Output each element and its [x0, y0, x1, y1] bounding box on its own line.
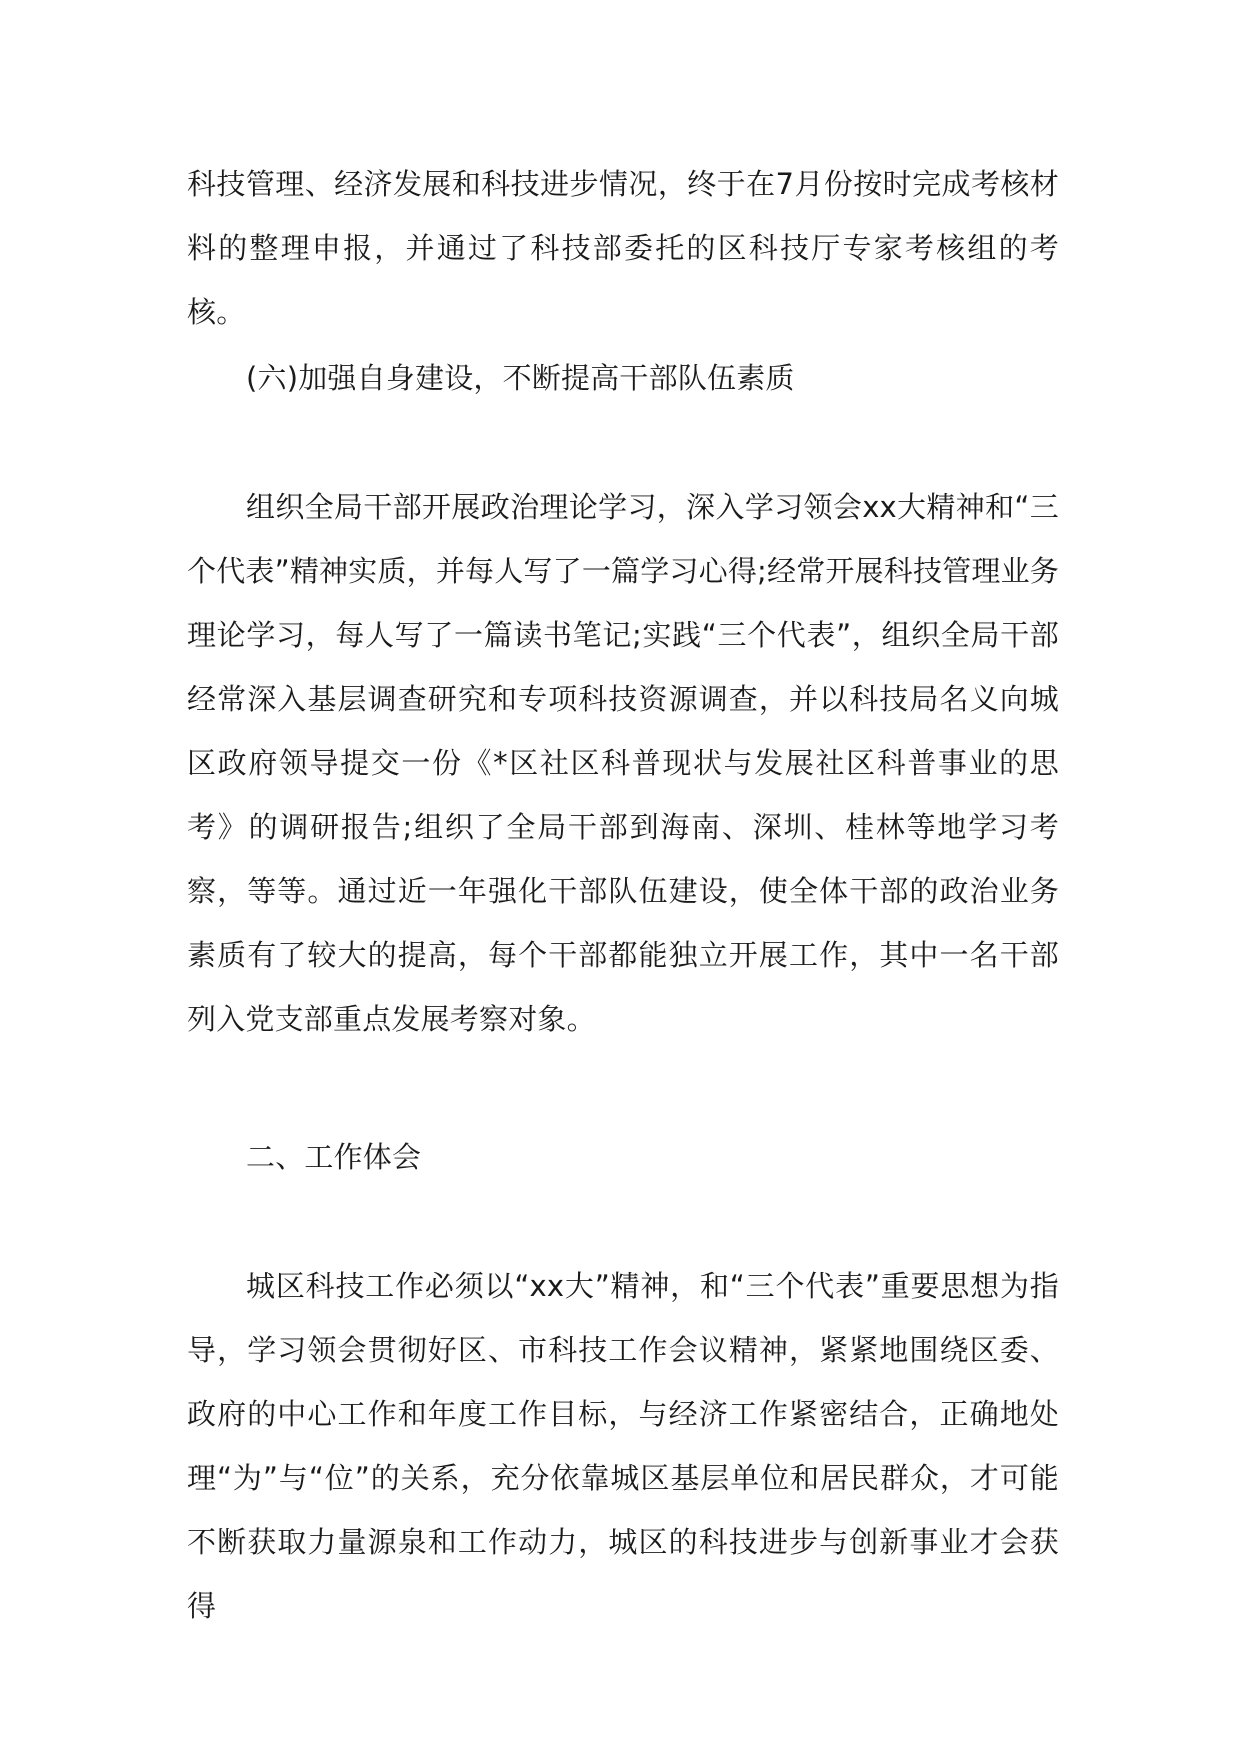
section-heading-six: (六)加强自身建设，不断提高干部队伍素质 [246, 361, 795, 395]
paragraph-continued: 科技管理、经济发展和科技进步情况，终于在7月份按时完成考核材料的整理申报，并通过了科技部委托的区科技厅专家考核组的考核。 [187, 167, 1059, 329]
paragraph-cadre-study: 组织全局干部开展政治理论学习，深入学习领会xx大精神和“三个代表”精神实质，并每人写了一篇学习心得;经常开展科技管理业务理论学习，每人写了一篇读书笔记;实践“三个代表”，组织全局干部经常深入基层调查研究和专项科技资源调查，并以科技局名义向城区政府领导提交一份《*区社区科普现状与发展社区科普事业的思考》的调研报告;组织了全局干部到海南、深圳、桂林等地学习考察，等等。通过近一年强化干部队伍建设，使全体干部的政治业务素质有了较大的提高，每个干部都能独立开展工作，其中一名干部列入党支部重点发展考察对象。 [187, 490, 1059, 1036]
section-heading-two: 二、工作体会 [246, 1140, 422, 1174]
paragraph-work-experience: 城区科技工作必须以“xx大”精神，和“三个代表”重要思想为指导，学习领会贯彻好区、市科技工作会议精神，紧紧地围绕区委、政府的中心工作和年度工作目标，与经济工作紧密结合，正确地处理“为”与“位”的关系，充分依靠城区基层单位和居民群众，才可能不断获取力量源泉和工作动力，城区的科技进步与创新事业才会获得 [187, 1269, 1059, 1623]
